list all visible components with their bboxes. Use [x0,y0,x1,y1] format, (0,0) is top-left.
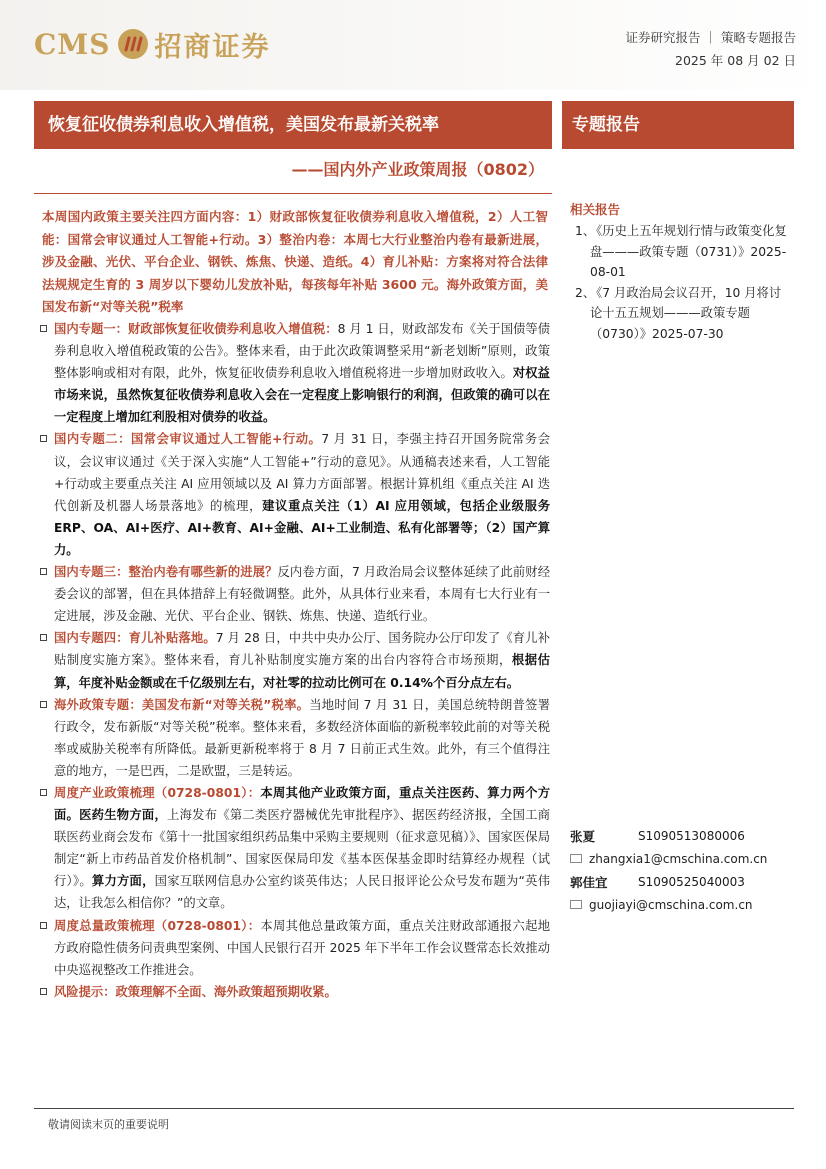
company-logo [34,24,271,64]
analyst-name: 郭佳宜 [570,874,608,890]
cms-emblem-icon [117,28,149,60]
list-item: 国内专题二：国常会审议通过人工智能+行动。7 月 31 日，李强主持召开国务院常务会议，会议审议通过《关于深入实施“人工智能+”行动的意见》。从通稿表述来看，人工智能+行动或主要重点关注 AI 应用领域以及 AI 算力方面部署。根据计算机组《重点关注 AI 迭代创新及机器人场景落地》的梳理，建议重点关注（1）AI 应用领域，包括企业级服务 ERP、OA、AI+医疗、AI+教育、AI+金融、AI+工业制造、私有化部署等；（2）国产算力。 [40,428,550,561]
related-heading: 相关报告 [570,202,621,217]
report-category: 证券研究报告 ｜ 策略专题报告 [625,30,796,45]
analyst-name: 张夏 [570,828,596,844]
analyst-row [570,826,792,845]
report-date: 2025 年 08 月 02 日 [675,53,796,68]
analyst-row [570,872,792,891]
side-report-type: 专题报告 [562,101,794,149]
analyst-email[interactable]: zhangxia1@cmschina.com.cn [589,851,768,866]
main-body [40,318,550,1003]
related-reports [570,200,792,344]
list-item: 海外政策专题：美国发布新“对等关税”税率。当地时间 7 月 31 日，美国总统特朗普签署行政令，发布新版“对等关税”税率。整体来看，多数经济体面临的新税率较此前的对等关税率或威胁关税率有所降低。最新更新税率将于 8 月 7 日前正式生效。此外，有三个值得注意的地方，一是巴西，二是欧盟，三是转运。 [40,694,550,782]
list-item: 风险提示：政策理解不全面、海外政策超预期收紧。 [40,981,550,1003]
list-item: 周度总量政策梳理（0728-0801）：本周其他总量政策方面，重点关注财政部通报六起地方政府隐性债务问责典型案例、中国人民银行召开 2025 年下半年工作会议暨常态长效推动中央巡视整改工作推进会。 [40,915,550,981]
report-subtitle: ——国内外产业政策周报（0802） [291,160,544,179]
title-divider [34,193,552,194]
summary-paragraph: 本周国内政策主要关注四方面内容：1）财政部恢复征收债券利息收入增值税，2）人工智能：国常会审议通过人工智能+行动。3）整治内卷：本周七大行业整治内卷有最新进展，涉及金融、光伏、平台企业、钢铁、炼焦、快递、造纸。4）育儿补贴：方案将对符合法律法规规定生育的 3 周岁以下婴幼儿发放补贴，每孩每年补贴 3600 元。海外政策方面，美国发布新“对等关税”税率 [42,209,548,314]
mail-icon [570,854,582,863]
report-meta [626,26,796,72]
related-link[interactable]: 2、 《7 月政治局会议召开，10 月将讨论十五五规划———政策专题（0730）》2025-07-30 [575,285,782,341]
report-title: 恢复征收债券利息收入增值税，美国发布最新关税率 [34,101,552,149]
mail-icon [570,900,582,909]
analyst-email-row [570,849,792,868]
analyst-info [570,826,792,914]
analyst-email[interactable]: guojiayi@cmschina.com.cn [589,897,753,912]
logo-latin: CMS [34,27,111,61]
footer-note: 敬请阅读末页的重要说明 [48,1118,169,1131]
analyst-email-row [570,895,792,914]
list-item: 国内专题四：育儿补贴落地。7 月 28 日，中共中央办公厅、国务院办公厅印发了《育儿补贴制度实施方案》。整体来看，育儿补贴制度实施方案的出台内容符合市场预期，根据估算，年度补贴金额或在千亿级别左右，对社零的拉动比例可在 0.14%个百分点左右。 [40,627,550,693]
related-link[interactable]: 1、 《历史上五年规划行情与政策变化复盘———政策专题（0731）》2025-08-01 [575,224,787,279]
footer-divider [34,1108,794,1109]
logo-chinese: 招商证券 [154,31,271,63]
analyst-id: S1090513080006 [638,828,745,843]
list-item: 国内专题三：整治内卷有哪些新的进展？反内卷方面，7 月政治局会议整体延续了此前财经委会议的部署，但在具体措辞上有轻微调整。此外，从具体行业来看，本周有七大行业有一定进展，涉及金融、光伏、平台企业、钢铁、炼焦、快递、造纸行业。 [40,561,550,627]
list-item: 国内专题一：财政部恢复征收债券利息收入增值税：8 月 1 日，财政部发布《关于国债等债券利息收入增值税政策的公告》。整体来看，由于此次政策调整采用“新老划断”原则，政策整体影响或相对有限，此外，恢复征收债券利息收入增值税将进一步增加财政收入。对权益市场来说，虽然恢复征收债券利息收入会在一定程度上影响银行的利润，但政策的确可以在一定程度上增加红利股相对债券的收益。 [40,318,550,428]
list-item: 周度产业政策梳理（0728-0801）：本周其他产业政策方面，重点关注医药、算力两个方面。医药生物方面，上海发布《第二类医疗器械优先审批程序》、据医药经济报，全国工商联医药业商会发布《第十一批国家组织药品集中采购主要规则（征求意见稿）》、国家医保局制定“新上市药品首发价格机制”、国家医保局印发《基本医保基金即时结算经办规程（试行）》。算力方面，国家互联网信息办公室约谈英伟达；人民日报评论公众号发布题为“英伟达，让我怎么相信你？”的文章。 [40,782,550,915]
analyst-id: S1090525040003 [638,874,745,889]
